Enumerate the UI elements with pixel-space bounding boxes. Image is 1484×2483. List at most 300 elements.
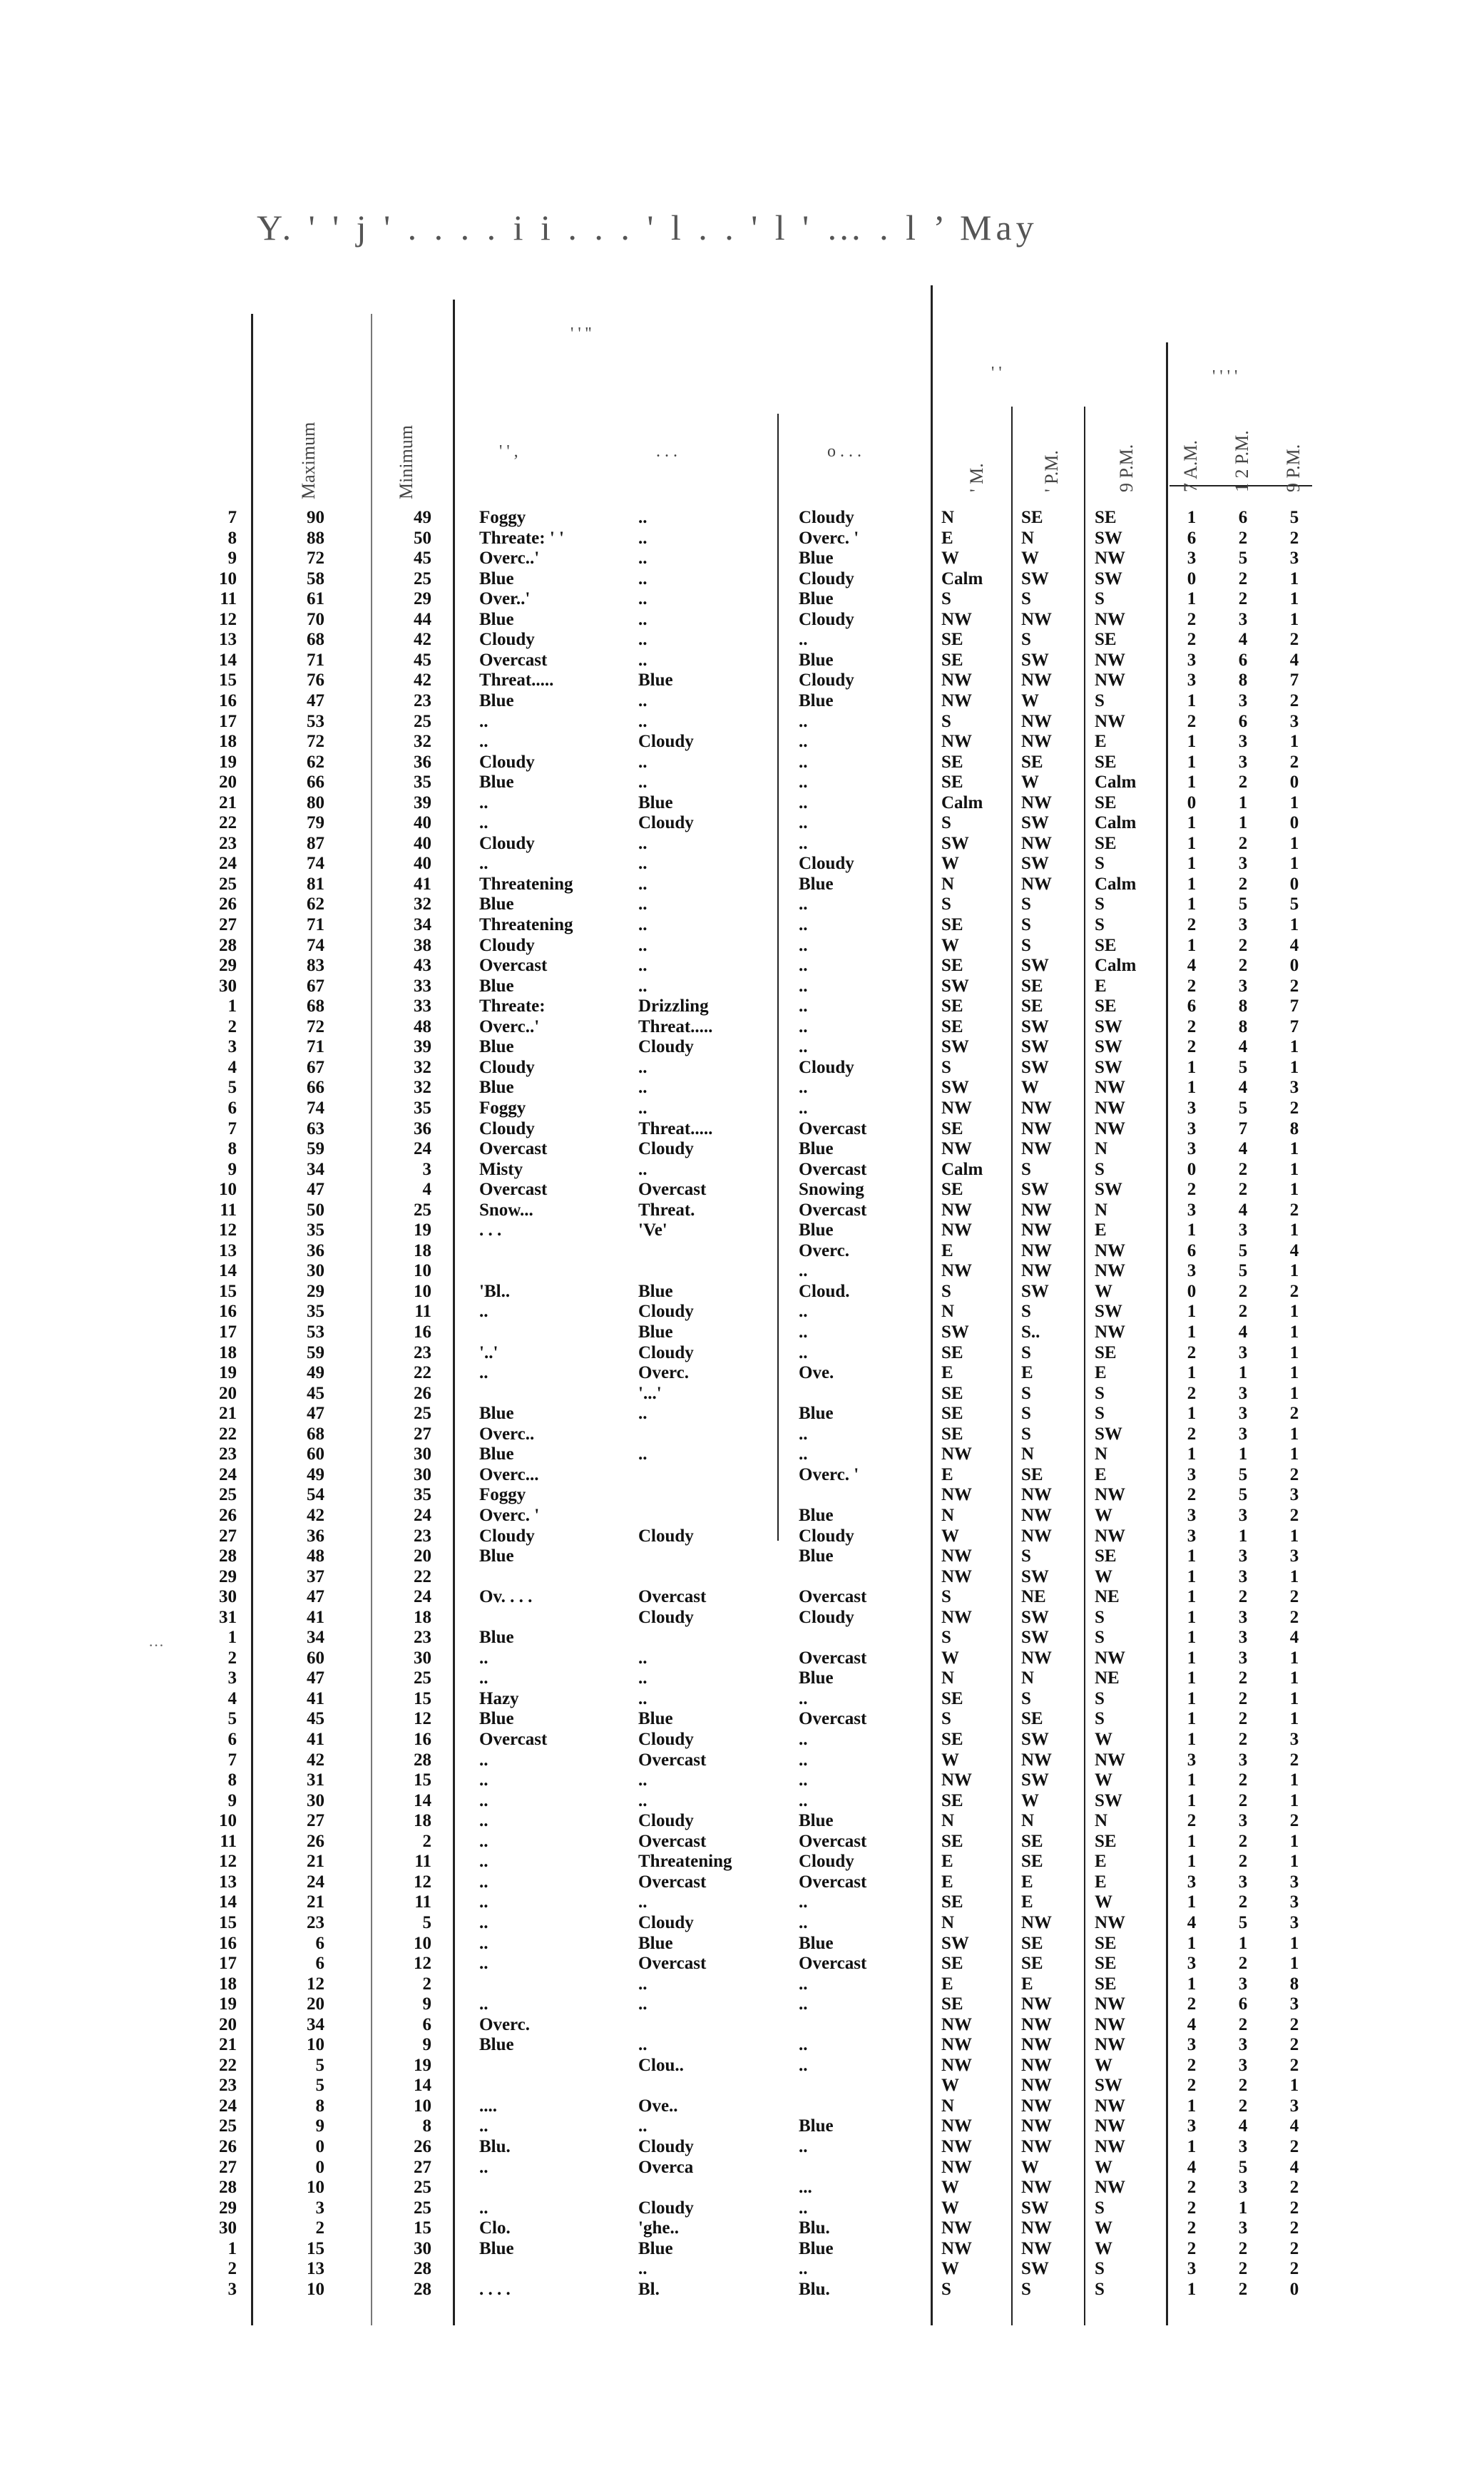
cell-w2: N [1021,528,1035,548]
cell-s3: Blue [799,2238,834,2258]
cell-s1: Overcast [479,1139,548,1159]
cell-s1: Cloudy [479,833,535,853]
cell-min: 44 [414,609,431,629]
table-row [0,1648,1484,1668]
cell-v3: 3 [1289,1872,1299,1892]
table-row [0,1058,1484,1078]
cell-w2: S [1021,1404,1031,1424]
cell-s2: .. [638,1648,648,1668]
cell-v3: 0 [1289,874,1299,894]
cell-min: 30 [414,1648,431,1668]
cell-min: 15 [414,1688,431,1708]
cell-w2: SE [1021,752,1043,772]
cell-v2: 3 [1238,1811,1248,1831]
cell-w1: W [941,1648,959,1668]
cell-day: 5 [227,1709,237,1729]
cell-w2: SW [1021,2259,1049,2279]
cell-v2: 3 [1238,1383,1248,1403]
cell-w1: SE [941,1424,963,1444]
cell-v2: 3 [1238,2137,1248,2156]
cell-w1: Calm [941,792,983,812]
cell-s3: Cloudy [799,1607,854,1627]
cell-day: 25 [219,1485,237,1505]
table-row [0,508,1484,528]
cell-min: 28 [414,2279,431,2299]
cell-v1: 1 [1187,1668,1197,1688]
cell-w1: NW [941,1200,973,1220]
table-row [0,1872,1484,1892]
cell-day: 1 [227,996,237,1016]
cell-w1: S [941,589,951,609]
cell-v3: 0 [1289,2279,1299,2299]
cell-v1: 1 [1187,1220,1197,1240]
cell-day: 10 [219,1811,237,1831]
cell-s3: .. [799,773,808,792]
cell-min: 15 [414,2218,431,2238]
cell-v1: 3 [1187,1954,1197,1974]
cell-min: 25 [414,569,431,588]
cell-v3: 1 [1289,1302,1299,1322]
cell-s3: .. [799,1261,808,1281]
cell-v2: 2 [1238,2238,1248,2258]
cell-v2: 2 [1238,833,1248,853]
cell-w2: SW [1021,1566,1049,1586]
cell-s2: .. [638,2116,648,2136]
table-row [0,1241,1484,1261]
cell-s1: .. [479,1831,488,1851]
cell-w1: E [941,1852,953,1872]
cell-day: 30 [219,976,237,996]
cell-s1: .. [479,1892,488,1912]
table-row [0,1363,1484,1383]
cell-s2: Overcast [638,1750,707,1770]
cell-v3: 0 [1289,773,1299,792]
cell-day: 30 [219,2218,237,2238]
table-row [0,1770,1484,1790]
table-row [0,1302,1484,1322]
cell-w3: SW [1095,1180,1122,1200]
cell-w1: E [941,1464,953,1484]
header-sky-sub1: ' ' , [499,442,518,461]
cell-w1: NW [941,2218,973,2238]
cell-min: 16 [414,1730,431,1749]
cell-v2: 2 [1238,2014,1248,2034]
cell-s2: .. [638,1098,648,1118]
cell-v3: 1 [1289,854,1299,874]
cell-v3: 4 [1289,1240,1299,1260]
cell-min: 8 [422,2116,431,2136]
cell-v1: 2 [1187,630,1197,650]
cell-s1: Blue [479,1078,514,1098]
cell-s1: Blue [479,569,514,588]
cell-w3: S [1095,894,1105,914]
cell-w2: S [1021,630,1031,650]
cell-day: 12 [219,609,237,629]
cell-s2: Cloudy [638,1526,694,1546]
cell-min: 42 [414,630,431,650]
cell-w2: SW [1021,1607,1049,1627]
cell-w1: W [941,1750,959,1770]
cell-s2: Cloudy [638,1342,694,1362]
cell-s3: .. [799,813,808,833]
cell-v2: 1 [1238,2198,1248,2218]
cell-v2: 2 [1238,589,1248,609]
cell-s3: Overc. ' [799,1464,859,1484]
cell-v1: 0 [1187,1159,1197,1179]
cell-v1: 2 [1187,1037,1197,1057]
cell-v3: 3 [1289,1485,1299,1505]
cell-s2: Overc. [638,1363,690,1383]
cell-w3: S [1095,1709,1105,1729]
cell-w2: NW [1021,1648,1053,1668]
cell-s3: .. [799,2035,808,2055]
cell-v1: 3 [1187,1750,1197,1770]
table-row [0,1730,1484,1750]
cell-v2: 2 [1238,1159,1248,1179]
cell-min: 12 [414,1709,431,1729]
cell-v3: 2 [1289,1200,1299,1220]
cell-min: 15 [414,1770,431,1790]
cell-s2: .. [638,1404,648,1424]
cell-v2: 3 [1238,1404,1248,1424]
cell-v3: 2 [1289,2198,1299,2218]
cell-w1: S [941,1628,951,1648]
cell-w3: N [1095,1811,1108,1831]
cell-w1: N [941,1668,955,1688]
cell-w1: SE [941,1892,963,1912]
cell-v2: 5 [1238,1912,1248,1932]
cell-v2: 3 [1238,1546,1248,1566]
cell-day: 24 [219,2096,237,2116]
cell-day: 11 [220,1200,237,1220]
table-row [0,1139,1484,1159]
cell-min: 2 [422,1974,431,1994]
cell-s2: Threat. [638,1200,695,1220]
cell-w3: SW [1095,1037,1122,1057]
cell-min: 40 [414,854,431,874]
cell-v1: 1 [1187,2279,1197,2299]
cell-s1: Cloudy [479,752,535,772]
cell-w3: Calm [1095,773,1137,792]
table-row [0,1913,1484,1933]
cell-s3: Cloudy [799,609,854,629]
cell-v2: 3 [1238,752,1248,772]
cell-max: 63 [307,1118,324,1138]
cell-s2: Blue [638,1709,673,1729]
table-row [0,1954,1484,1974]
cell-v1: 4 [1187,2157,1197,2177]
cell-max: 10 [307,2178,324,2198]
cell-day: 22 [219,813,237,833]
cell-v3: 1 [1289,1444,1299,1464]
cell-s3: ... [799,2178,812,2198]
cell-s3: Blue [799,1505,834,1525]
cell-max: 49 [307,1363,324,1383]
header-vel-12pm: 1 2 P.M. [1232,430,1252,492]
cell-s1: Overc. [479,2014,531,2034]
cell-max: 48 [307,1546,324,1566]
cell-w2: N [1021,1668,1035,1688]
cell-v3: 1 [1289,1322,1299,1342]
header-velocity-group: ' ' ' ' [1212,367,1238,386]
cell-v3: 7 [1289,1016,1299,1036]
cell-s1: Blu. [479,2137,511,2156]
cell-s3: .. [799,752,808,772]
cell-day: 16 [219,1302,237,1322]
cell-w2: NW [1021,1994,1053,2014]
cell-s1: Blue [479,690,514,710]
cell-v1: 3 [1187,2259,1197,2279]
cell-v1: 2 [1187,2178,1197,2198]
cell-v1: 1 [1187,1933,1197,1953]
cell-s2: Overcast [638,1831,707,1851]
cell-w2: SE [1021,1709,1043,1729]
cell-s3: .. [799,1037,808,1057]
cell-s2: 'Ve' [638,1220,667,1240]
cell-min: 35 [414,1485,431,1505]
cell-s1: .. [479,1912,488,1932]
cell-w1: S [941,711,951,731]
cell-v3: 2 [1289,2178,1299,2198]
cell-v3: 1 [1289,1342,1299,1362]
cell-s1: Cloudy [479,935,535,955]
cell-w3: NW [1095,1098,1126,1118]
cell-v3: 1 [1289,1954,1299,1974]
cell-w2: SE [1021,1852,1043,1872]
cell-w2: NW [1021,671,1053,690]
table-row [0,1384,1484,1404]
cell-w2: SW [1021,813,1049,833]
table-row [0,1668,1484,1688]
cell-s2: .. [638,609,648,629]
cell-s1: Threate: [479,996,546,1016]
cell-v2: 6 [1238,508,1248,527]
cell-max: 3 [315,2198,324,2218]
cell-v1: 2 [1187,1342,1197,1362]
cell-w2: SE [1021,508,1043,527]
cell-w2: SW [1021,1180,1049,1200]
cell-s3: Blu. [799,2218,830,2238]
table-row [0,569,1484,589]
table-row [0,1832,1484,1852]
cell-v1: 2 [1187,1485,1197,1505]
cell-w1: NW [941,1261,973,1281]
cell-w1: SW [941,1078,969,1098]
cell-v3: 1 [1289,569,1299,588]
cell-v2: 3 [1238,1648,1248,1668]
cell-v3: 1 [1289,1688,1299,1708]
cell-min: 20 [414,1546,431,1566]
table-row [0,529,1484,549]
cell-max: 90 [307,508,324,527]
cell-s3: Blue [799,1811,834,1831]
cell-day: 19 [219,1363,237,1383]
cell-v1: 2 [1187,609,1197,629]
cell-s2: .. [638,833,648,853]
cell-v2: 1 [1238,1933,1248,1953]
cell-w3: SE [1095,1954,1117,1974]
cell-max: 9 [315,2116,324,2136]
cell-v1: 1 [1187,732,1197,752]
cell-max: 42 [307,1505,324,1525]
cell-w1: S [941,1709,951,1729]
cell-max: 34 [307,1159,324,1179]
cell-s3: Blue [799,874,834,894]
cell-w1: NW [941,2157,973,2177]
cell-w2: SE [1021,1954,1043,1974]
cell-w3: SE [1095,996,1117,1016]
cell-s1: .. [479,2198,488,2218]
cell-s1: .. [479,1811,488,1831]
cell-w1: SE [941,1954,963,1974]
cell-s2: .. [638,773,648,792]
cell-v2: 4 [1238,1322,1248,1342]
cell-s3: Blue [799,650,834,670]
cell-w1: W [941,935,959,955]
cell-s1: .. [479,1648,488,1668]
cell-max: 61 [307,589,324,609]
table-row [0,1689,1484,1709]
header-sky-sub3: o . . . [827,442,861,461]
cell-w1: S [941,1587,951,1607]
table-row [0,2198,1484,2218]
cell-v3: 3 [1289,1730,1299,1749]
cell-max: 29 [307,1281,324,1301]
cell-w2: SW [1021,1057,1049,1077]
cell-v3: 2 [1289,1464,1299,1484]
cell-w3: W [1095,1770,1112,1790]
cell-w3: E [1095,1464,1107,1484]
table-row [0,2015,1484,2035]
cell-w1: NW [941,2116,973,2136]
cell-max: 36 [307,1240,324,1260]
cell-min: 40 [414,813,431,833]
cell-v2: 5 [1238,1057,1248,1077]
cell-day: 2 [227,1016,237,1036]
cell-min: 25 [414,1668,431,1688]
cell-w2: S [1021,1688,1031,1708]
cell-v1: 2 [1187,1016,1197,1036]
cell-max: 67 [307,1057,324,1077]
cell-w3: SW [1095,528,1122,548]
header-minimum: Minimum [396,424,416,499]
cell-s2: Cloudy [638,732,694,752]
cell-w3: Calm [1095,874,1137,894]
cell-day: 18 [219,732,237,752]
cell-v3: 4 [1289,2116,1299,2136]
cell-w1: SE [941,1016,963,1036]
cell-s2: Blue [638,2238,673,2258]
cell-w1: N [941,1912,955,1932]
cell-w2: W [1021,773,1039,792]
cell-s1: .. [479,854,488,874]
cell-s2: Blue [638,792,673,812]
table-row [0,753,1484,773]
cell-w1: NW [941,2137,973,2156]
cell-w3: SE [1095,752,1117,772]
cell-w2: S [1021,1302,1031,1322]
cell-w2: NW [1021,2218,1053,2238]
cell-s2: .. [638,1057,648,1077]
cell-w2: NW [1021,2076,1053,2096]
table-row [0,671,1484,690]
cell-v2: 3 [1238,2035,1248,2055]
cell-max: 34 [307,2014,324,2034]
cell-min: 18 [414,1240,431,1260]
cell-s1: .. [479,711,488,731]
cell-v2: 3 [1238,1750,1248,1770]
cell-s2: Blue [638,1322,673,1342]
cell-v2: 5 [1238,1240,1248,1260]
cell-w3: SE [1095,833,1117,853]
cell-s1: Overc..' [479,549,540,569]
cell-w2: SW [1021,569,1049,588]
cell-v2: 6 [1238,1994,1248,2014]
cell-min: 18 [414,1811,431,1831]
cell-min: 24 [414,1139,431,1159]
cell-w2: SW [1021,854,1049,874]
cell-w1: SE [941,752,963,772]
cell-s2: .. [638,569,648,588]
cell-day: 1 [227,1628,237,1648]
cell-v1: 1 [1187,874,1197,894]
cell-s2: .. [638,1974,648,1994]
cell-v3: 3 [1289,2096,1299,2116]
cell-v2: 3 [1238,976,1248,996]
cell-v3: 1 [1289,1159,1299,1179]
cell-s3: Overcast [799,1159,867,1179]
cell-max: 60 [307,1648,324,1668]
cell-v1: 3 [1187,1098,1197,1118]
cell-min: 48 [414,1016,431,1036]
cell-v3: 1 [1289,1037,1299,1057]
cell-s3: Overc. [799,1240,850,1260]
cell-s3: .. [799,1322,808,1342]
cell-v1: 0 [1187,792,1197,812]
cell-w2: SW [1021,956,1049,976]
cell-max: 49 [307,1464,324,1484]
cell-max: 45 [307,1383,324,1403]
cell-w1: SE [941,630,963,650]
cell-w2: SW [1021,1770,1049,1790]
cell-v3: 1 [1289,1220,1299,1240]
cell-s3: .. [799,1688,808,1708]
cell-w1: S [941,1281,951,1301]
cell-min: 12 [414,1954,431,1974]
cell-v1: 1 [1187,833,1197,853]
cell-v1: 2 [1187,1383,1197,1403]
cell-s2: Cloudy [638,1811,694,1831]
cell-w3: NW [1095,2035,1126,2055]
cell-day: 22 [219,2055,237,2075]
cell-s2: Cloudy [638,1730,694,1749]
cell-s3: .. [799,1892,808,1912]
cell-w3: W [1095,1730,1112,1749]
table-row [0,1791,1484,1811]
cell-s3: Overcast [799,1872,867,1892]
cell-max: 68 [307,1424,324,1444]
cell-s1: Cloudy [479,630,535,650]
cell-w2: NW [1021,2137,1053,2156]
cell-day: 28 [219,2178,237,2198]
cell-v2: 4 [1238,1078,1248,1098]
cell-min: 14 [414,2076,431,2096]
cell-s1: Overc.. [479,1424,535,1444]
cell-min: 11 [414,1302,431,1322]
cell-max: 71 [307,1037,324,1057]
cell-v2: 2 [1238,1587,1248,1607]
cell-s2: Overcast [638,1954,707,1974]
